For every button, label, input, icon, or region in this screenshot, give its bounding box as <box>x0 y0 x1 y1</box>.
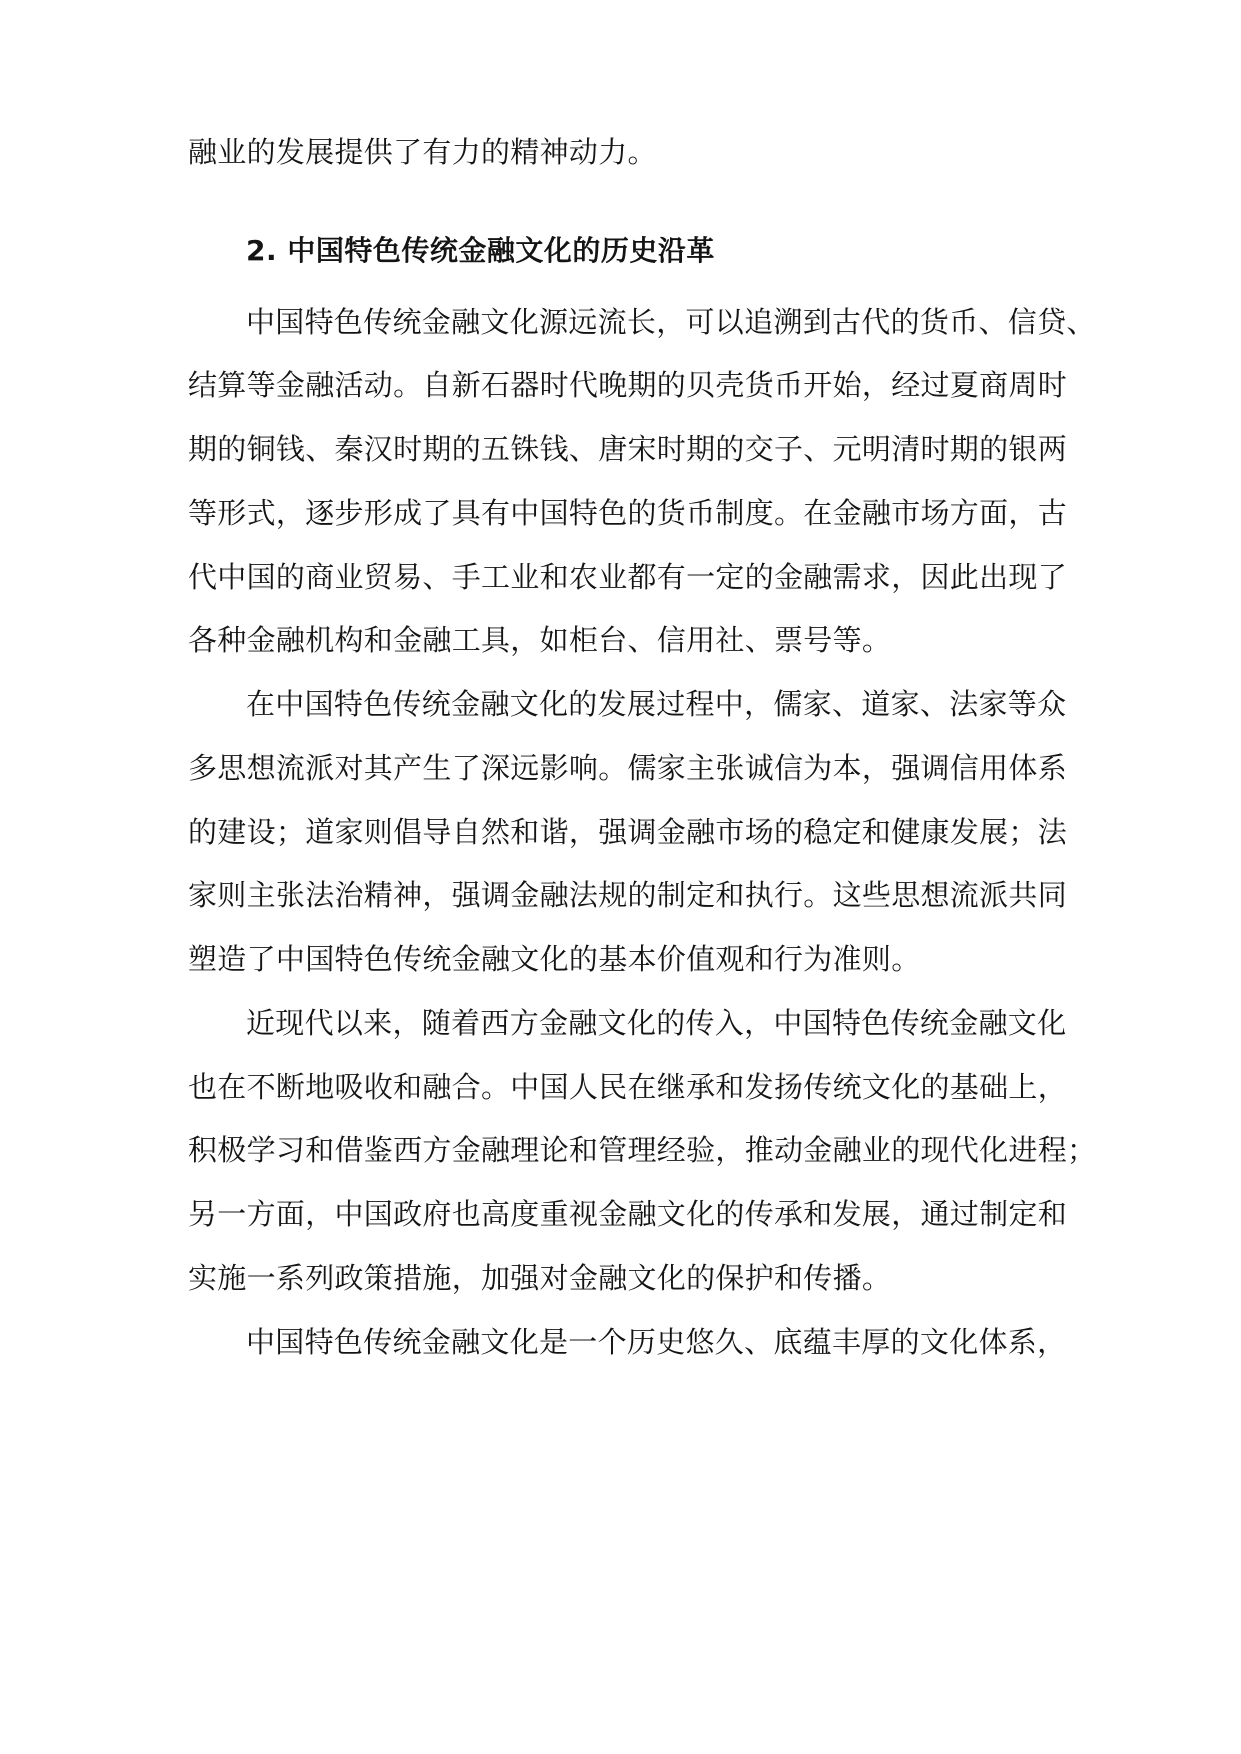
paragraph-line: 中国特色传统金融文化源远流长，可以追溯到古代的货币、信贷、 <box>246 305 1096 339</box>
paragraph-line: 积极学习和借鉴西方金融理论和管理经验，推动金融业的现代化进程； <box>188 1133 1097 1167</box>
paragraph-line: 的建设；道家则倡导自然和谐，强调金融市场的稳定和健康发展；法 <box>188 815 1068 849</box>
paragraph-line: 另一方面，中国政府也高度重视金融文化的传承和发展，通过制定和 <box>188 1197 1068 1231</box>
paragraph-line: 等形式，逐步形成了具有中国特色的货币制度。在金融市场方面，古 <box>188 496 1068 530</box>
paragraph-line: 融业的发展提供了有力的精神动力。 <box>188 135 657 169</box>
section-heading: 2. 中国特色传统金融文化的历史沿革 <box>246 234 715 267</box>
paragraph-line: 结算等金融活动。自新石器时代晚期的贝壳货币开始，经过夏商周时 <box>188 368 1068 402</box>
paragraph-line: 家则主张法治精神，强调金融法规的制定和执行。这些思想流派共同 <box>188 878 1068 912</box>
paragraph-line: 期的铜钱、秦汉时期的五铢钱、唐宋时期的交子、元明清时期的银两 <box>188 432 1068 466</box>
paragraph-line: 也在不断地吸收和融合。中国人民在继承和发扬传统文化的基础上， <box>188 1070 1068 1104</box>
paragraph-line: 在中国特色传统金融文化的发展过程中，儒家、道家、法家等众 <box>246 687 1067 721</box>
paragraph-line: 多思想流派对其产生了深远影响。儒家主张诚信为本，强调信用体系 <box>188 751 1068 785</box>
paragraph-line: 中国特色传统金融文化是一个历史悠久、底蕴丰厚的文化体系， <box>246 1325 1067 1359</box>
paragraph-line: 实施一系列政策措施，加强对金融文化的保护和传播。 <box>188 1261 892 1295</box>
paragraph-line: 各种金融机构和金融工具，如柜台、信用社、票号等。 <box>188 623 892 657</box>
paragraph-line: 塑造了中国特色传统金融文化的基本价值观和行为准则。 <box>188 942 921 976</box>
paragraph-line: 近现代以来，随着西方金融文化的传入，中国特色传统金融文化 <box>246 1006 1067 1040</box>
paragraph-line: 代中国的商业贸易、手工业和农业都有一定的金融需求，因此出现了 <box>188 560 1068 594</box>
